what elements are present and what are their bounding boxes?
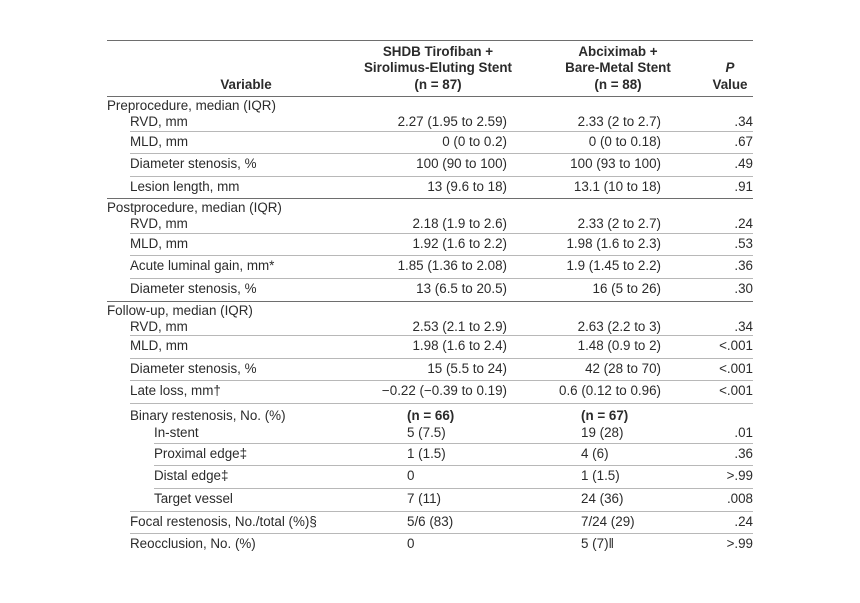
section-preprocedure: Preprocedure, median (IQR)	[107, 98, 276, 113]
table-row: In-stent 5 (7.5) 19 (28) .01	[154, 424, 753, 440]
table-row: MLD, mm 1.92 (1.6 to 2.2) 1.98 (1.6 to 2.3) .53	[107, 233, 753, 256]
table-row: Proximal edge‡ 1 (1.5) 4 (6) .36	[107, 443, 753, 466]
table-row: Binary restenosis, No. (%) (n = 66) (n = 67)	[107, 403, 753, 426]
header-variable: Variable	[220, 76, 272, 92]
table-row: MLD, mm 1.98 (1.6 to 2.4) 1.48 (0.9 to 2) <.001	[107, 335, 753, 358]
row-divider	[154, 465, 753, 466]
table-row: Lesion length, mm 13 (9.6 to 18) 13.1 (10 to 18) .91	[107, 176, 753, 199]
section-follow-up: Follow-up, median (IQR)	[107, 301, 753, 318]
table-row: Reocclusion, No. (%) 0 5 (7)‖ >.99	[107, 533, 753, 556]
table-row: RVD, mm 2.18 (1.9 to 2.6) 2.33 (2 to 2.7) .24	[130, 216, 753, 232]
table-header	[107, 41, 753, 97]
table-row: Diameter stenosis, % 15 (5.5 to 24) 42 (28 to 70) <.001	[107, 358, 753, 381]
row-divider	[154, 488, 753, 489]
table-row: RVD, mm 2.53 (2.1 to 2.9) 2.63 (2.2 to 3) .34	[130, 318, 753, 334]
table-row: Distal edge‡ 0 1 (1.5) >.99	[107, 465, 753, 488]
table-row: Focal restenosis, No./total (%)§ 5/6 (83) 7/24 (29) .24	[107, 511, 753, 534]
table-row: Diameter stenosis, % 13 (6.5 to 20.5) 16 (5 to 26) .30	[107, 278, 753, 301]
table-row: MLD, mm 0 (0 to 0.2) 0 (0 to 0.18) .67	[107, 131, 753, 154]
table-row: Target vessel 7 (11) 24 (36) .008	[107, 488, 753, 511]
header-abciximab-group: Abciximab + Bare-Metal Stent (n = 88)	[565, 43, 671, 92]
results-table	[107, 40, 753, 556]
table-row: Diameter stenosis, % 100 (90 to 100) 100 (93 to 100) .49	[107, 153, 753, 176]
table-row: Late loss, mm† −0.22 (−0.39 to 0.19) 0.6 (0.12 to 0.96) <.001	[107, 380, 753, 403]
header-p-value: P Value	[712, 60, 748, 92]
table-row: Acute luminal gain, mm* 1.85 (1.36 to 2.08) 1.9 (1.45 to 2.2) .36	[107, 255, 753, 278]
header-tirofiban-group: SHDB Tirofiban + Sirolimus-Eluting Stent (n = 87)	[363, 43, 513, 92]
section-postprocedure: Postprocedure, median (IQR)	[107, 198, 753, 215]
table-row: RVD, mm 2.27 (1.95 to 2.59) 2.33 (2 to 2.7) .34	[130, 114, 753, 129]
